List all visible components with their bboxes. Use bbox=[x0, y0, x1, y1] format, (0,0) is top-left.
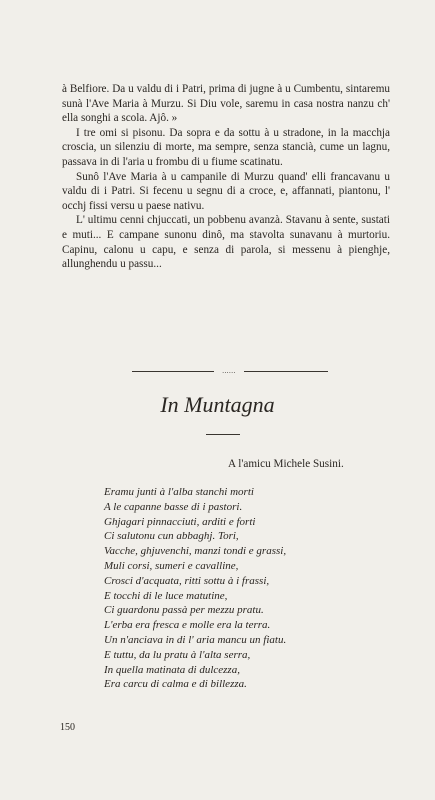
poem-dedication: A l'amicu Michele Susini. bbox=[228, 458, 344, 470]
page-number: 150 bbox=[60, 722, 75, 733]
poem-line: In quella matinata di dulcezza, bbox=[104, 663, 240, 676]
poem-line: Ghjagari pinnacciuti, arditi e forti bbox=[104, 515, 256, 528]
poem-line: Muli corsi, sumeri e cavalline, bbox=[104, 559, 239, 572]
poem-line: Era carcu di calma e di billezza. bbox=[104, 678, 247, 691]
poem-line: Un n'anciava in di l' aria mancu un fiatu. bbox=[104, 633, 287, 646]
prose-section bbox=[62, 82, 390, 272]
poem-title: In Muntagna bbox=[160, 392, 275, 417]
title-rule bbox=[206, 434, 240, 435]
poem-line: Vacche, ghjuvenchi, manzi tondi e grassi, bbox=[104, 545, 287, 558]
poem-line: Crosci d'acquata, ritti sottu à i frassi, bbox=[104, 574, 270, 587]
prose-paragraph: I tre omi si pisonu. Da sopra e da sottu à u stradone, in la macchja croscia, un silenziu di morte, ma sempre, senza stancià, cume un lagnu, passava in di l'aria u frombu di u fiume scatinatu. bbox=[62, 126, 390, 168]
prose-paragraph: à Belfiore. Da u valdu di i Patri, prima di jugne à u Cumbentu, sintaremu sunà l'Ave Maria à Murzu. Si Diu vole, saremu in casa nostra nanzu ch' ella songhi a scola. Ajô. » bbox=[62, 83, 390, 125]
poem-line: E tocchi di le luce matutine, bbox=[104, 589, 228, 602]
prose-paragraph: L' ultimu cenni chjuccati, un pobbenu avanzà. Stavanu à sente, sustati e muti... E campane sunonu dinô, ma stavolta sunavanu à murtoriu. Capinu, calonu u capu, e senza di parola, si messenu à pienghje, allunghendu u passu... bbox=[62, 214, 390, 271]
poem-line: Eramu junti à l'alba stanchi morti bbox=[104, 486, 254, 498]
divider-ornament: ...... bbox=[214, 367, 244, 375]
prose-paragraph: Sunô l'Ave Maria à u campanile di Murzu quand' elli francavanu u valdu di i Patri. Si fecenu u segnu di a croce, e, affannati, piantonu, l' occhj fissi versu u paese nativu. bbox=[62, 170, 390, 212]
poem-line: Ci salutonu cun abbaghj. Tori, bbox=[104, 530, 239, 543]
poem-line: Ci guardonu passà per mezzu pratu. bbox=[104, 604, 264, 617]
poem-body bbox=[104, 485, 404, 692]
poem-line: A le capanne basse di i pastori. bbox=[104, 500, 243, 513]
poem-line: L'erba era fresca e molle era la terra. bbox=[104, 619, 271, 632]
poem-line: E tuttu, da lu pratu à l'alta serra, bbox=[104, 648, 251, 661]
